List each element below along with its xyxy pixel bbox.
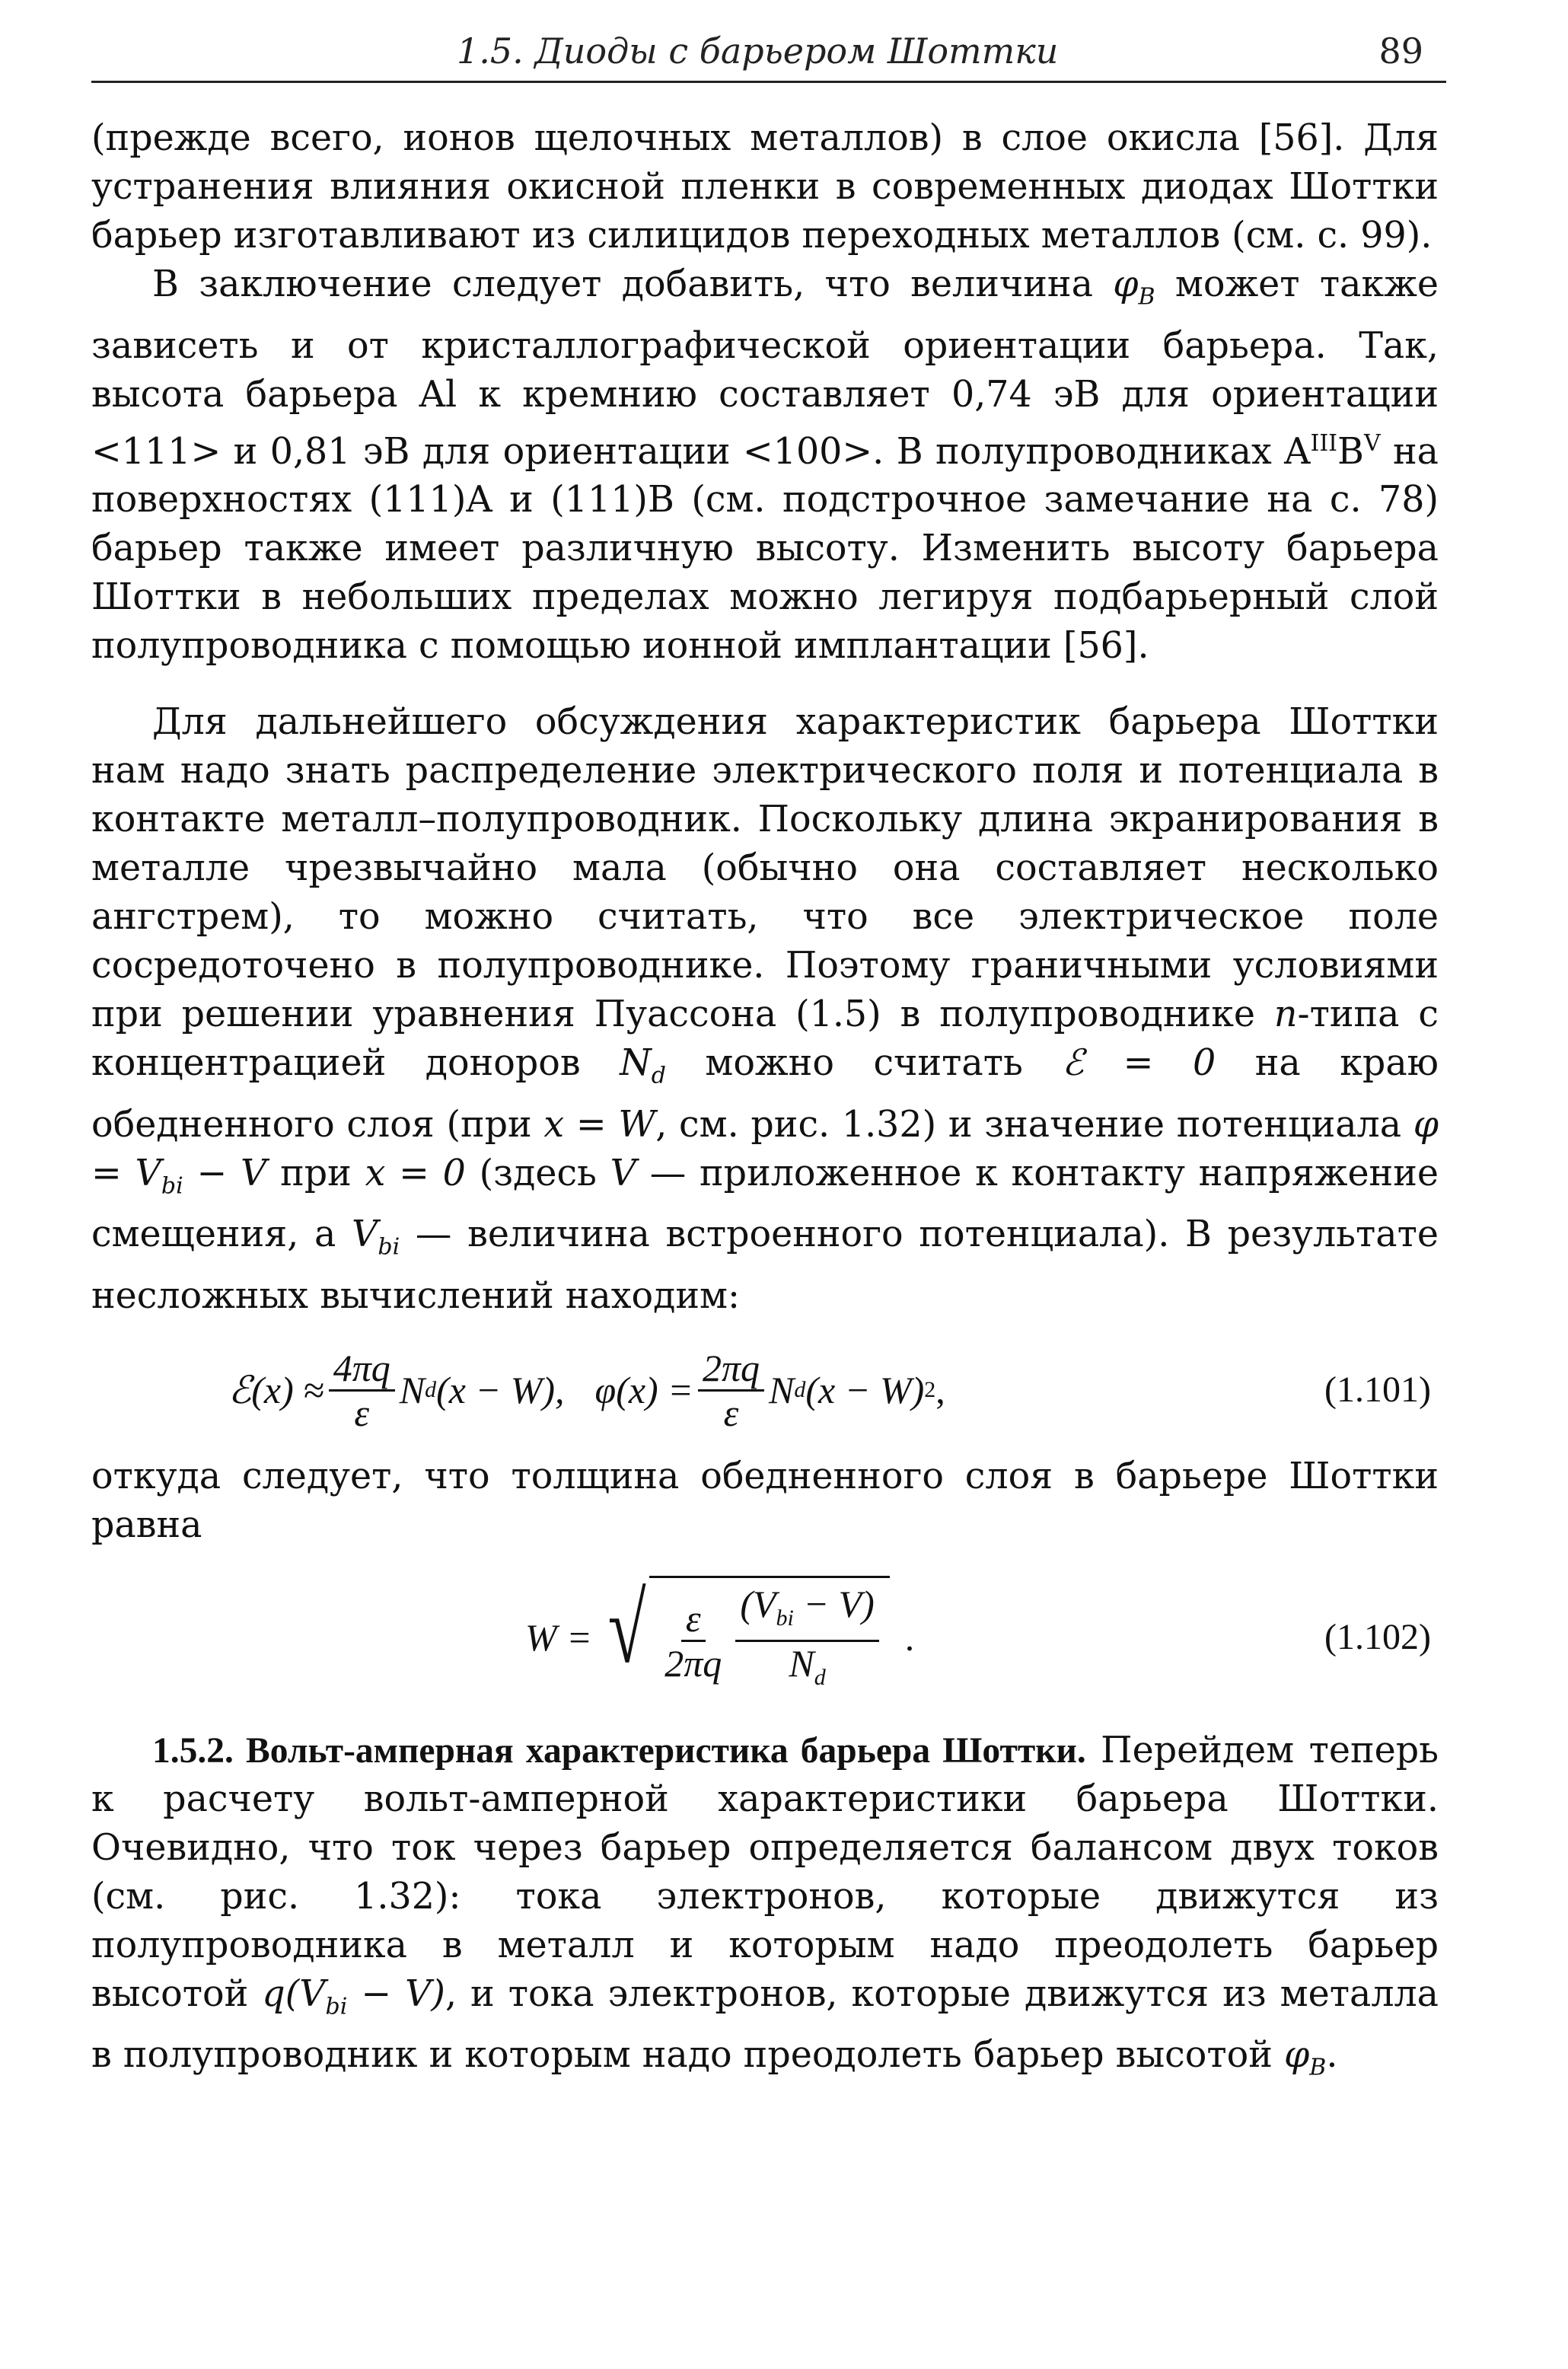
- subscript: d: [425, 1377, 437, 1403]
- text: В заключение следует добавить, что величина: [152, 263, 1114, 305]
- paragraph-field-distribution: [91, 698, 1439, 1321]
- math: n: [1273, 993, 1298, 1036]
- math: q(V: [262, 1972, 326, 2015]
- square-root: [600, 1573, 890, 1699]
- text: — приложенное к контакту напряжение смещения, а: [91, 1152, 1439, 1256]
- text: , и тока электронов, которые движутся из металла в полупроводник и которым надо преодолеть барьер высотой: [91, 1972, 1439, 2077]
- text: , см. рис. 1.32) и значение потенциала: [655, 1103, 1413, 1146]
- text: (здесь: [465, 1152, 610, 1194]
- fraction: [698, 1347, 764, 1434]
- math: .: [904, 1615, 915, 1659]
- page-body: [91, 114, 1439, 2093]
- paragraph-barrier-orientation: [91, 260, 1439, 671]
- text: Перейдем теперь к расчету вольт-амперной характеристики барьера Шоттки. Очевидно, что ток через барьер определяется балансом двух токов (см. рис. 1.32): тока электронов, которые движутся из полупроводника в металл и которым надо преодолеть барьер высотой: [91, 1729, 1439, 2015]
- text: при: [266, 1152, 365, 1194]
- text: Для дальнейшего обсуждения характеристик барьера Шоттки нам надо знать распределение электрического поля и потенциала в контакте металл–полупроводник. Поскольку длина экранирования в металле чрезвычайно мала (обычно она составляет несколько ангстрем), то можно считать, что все электрическое поле сосредоточено в полупроводнике. Поэтому граничными условиями при решении уравнения Пуассона (1.5) в полупроводнике: [91, 701, 1439, 1036]
- denominator: 2πq: [664, 1641, 722, 1685]
- subscript: B: [1309, 2054, 1327, 2081]
- formula-expression: [525, 1573, 915, 1699]
- subscript: d: [651, 1062, 666, 1089]
- paragraph-depletion-width: откуда следует, что толщина обедненного слоя в барьере Шоттки равна: [91, 1455, 1439, 1546]
- math: ℰ = 0: [1062, 1042, 1216, 1085]
- denominator: [784, 1642, 830, 1699]
- math: N: [769, 1369, 795, 1412]
- subscript: d: [794, 1377, 806, 1403]
- math: − V): [793, 1582, 875, 1625]
- section-heading: 1.5.2. Вольт-амперная характеристика барьера Шоттки.: [152, 1730, 1086, 1771]
- text: .: [1326, 2034, 1338, 2077]
- math: N: [789, 1641, 814, 1685]
- running-header: [91, 30, 1446, 84]
- text: — величина встроенного потенциала). В результате несложных вычислений находим:: [91, 1213, 1439, 1317]
- superscript: V: [1363, 429, 1381, 457]
- numerator: 4πq: [329, 1347, 395, 1392]
- math: V: [352, 1213, 378, 1256]
- denominator: ε: [354, 1391, 370, 1434]
- math: x = 0: [365, 1152, 466, 1194]
- formula-expression: [228, 1347, 945, 1434]
- math: φ = V: [91, 1103, 1439, 1194]
- numerator: [735, 1583, 878, 1642]
- superscript: III: [1310, 429, 1338, 457]
- math: φ(x) =: [594, 1369, 693, 1412]
- radical-sign: √: [607, 1573, 646, 1684]
- superscript: 2: [924, 1377, 936, 1403]
- text: на краю обедненного слоя (при: [91, 1042, 1439, 1146]
- header-rule: [91, 81, 1446, 83]
- math: φ: [1284, 2034, 1310, 2077]
- formula-lhs: W =: [525, 1615, 592, 1659]
- math: (x − W): [805, 1369, 925, 1412]
- math: N: [399, 1369, 425, 1412]
- numerator: 2πq: [698, 1347, 764, 1392]
- phi-symbol: φ: [1113, 263, 1139, 305]
- subscript: B: [1138, 283, 1155, 311]
- subscript: d: [814, 1664, 826, 1690]
- formula-lhs: ℰ(x) ≈: [228, 1369, 324, 1412]
- subscript: bi: [776, 1605, 794, 1631]
- fraction: [660, 1597, 726, 1685]
- math: (x − W),: [436, 1369, 565, 1412]
- text: можно считать: [665, 1042, 1063, 1085]
- fraction: [735, 1583, 878, 1699]
- equation-number: (1.101): [1324, 1369, 1431, 1411]
- fraction: [329, 1347, 395, 1434]
- page-number: 89: [1378, 30, 1423, 72]
- math: ,: [935, 1369, 945, 1412]
- text: B: [1337, 430, 1364, 473]
- paragraph-continuation: (прежде всего, ионов щелочных металлов) в слое окисла [56]. Для устранения влияния окисной пленки в современных диодах Шоттки барьер изготавливают из силицидов переходных металлов (см. с. 99).: [91, 117, 1439, 257]
- math: V: [610, 1152, 636, 1194]
- subscript: bi: [161, 1172, 183, 1200]
- numerator: ε: [681, 1597, 706, 1642]
- formula-1-101: [91, 1347, 1439, 1434]
- formula-1-102: [91, 1573, 1439, 1699]
- math: − V): [347, 1972, 445, 2015]
- denominator: ε: [723, 1391, 739, 1434]
- subscript: bi: [378, 1233, 400, 1261]
- radicand: [649, 1576, 890, 1699]
- header-title: 1.5. Диоды с барьером Шоттки: [457, 30, 1059, 72]
- subscript: bi: [325, 1993, 348, 2020]
- paragraph-section-1-5-2: [91, 1727, 1439, 2093]
- text: на поверхностях (111)A и (111)B (см. подстрочное замечание на с. 78) барьер также имеет различную высоту. Изменить высоту барьера Шоттки в небольших пределах можно легируя подбарьерный слой полупроводника с помощью ионной имплантации [56].: [91, 430, 1439, 668]
- math: (V: [740, 1582, 776, 1625]
- math: − V: [183, 1152, 267, 1194]
- equation-number: (1.102): [1324, 1616, 1431, 1657]
- text: может также зависеть и от кристаллографической ориентации барьера. Так, высота барьера Al к кремнию составляет 0,74 эВ для ориентации <111> и 0,81 эВ для ориентации <100>. В полупроводниках A: [91, 263, 1439, 473]
- math: x = W: [543, 1103, 656, 1146]
- math: N: [620, 1042, 652, 1085]
- text: -типа с концентрацией доноров: [91, 993, 1439, 1085]
